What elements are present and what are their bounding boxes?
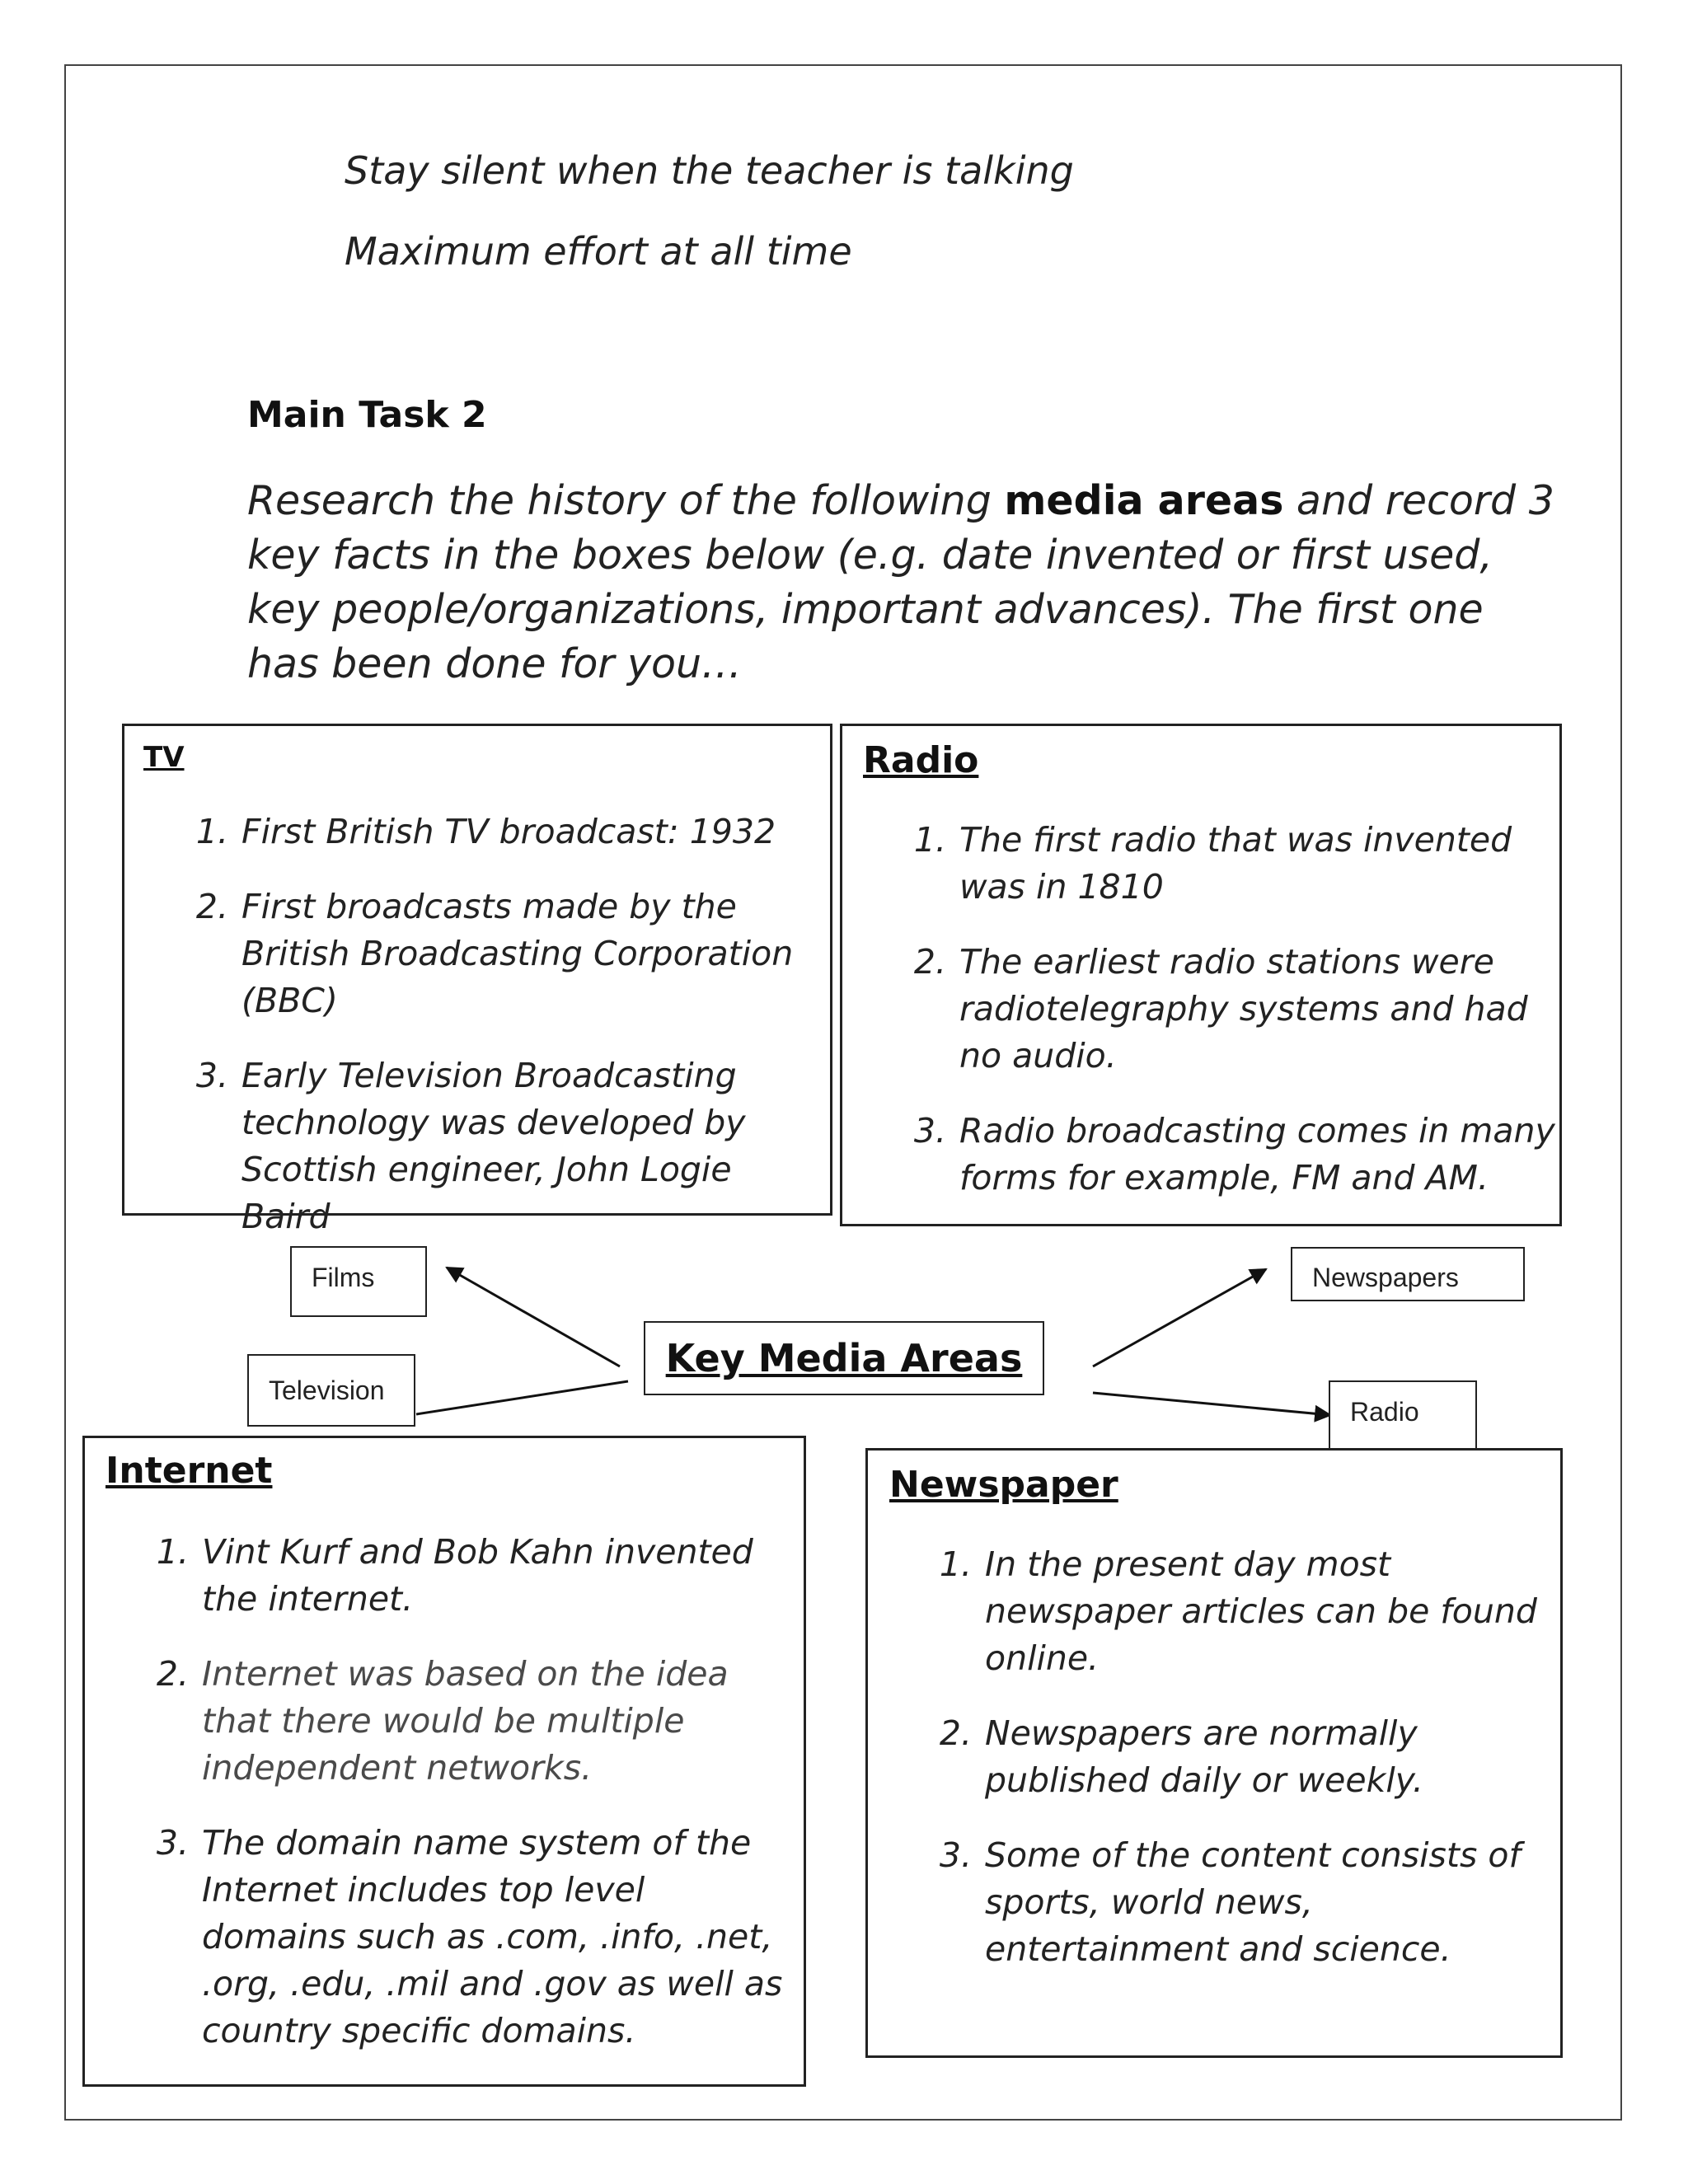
- internet-fact-1: 1. Vint Kurf and Bob Kahn invented the internet.: [156, 1532, 753, 1619]
- key-media-areas-title: Key Media Areas: [665, 1336, 1023, 1380]
- films-label: Films: [290, 1246, 427, 1317]
- task-title: Main Task 2: [247, 394, 487, 436]
- arrow-to-newspapers: [1093, 1269, 1266, 1366]
- radio-title: Radio: [863, 739, 979, 781]
- internet-box: [82, 1436, 806, 2087]
- radio-label: Radio: [1329, 1380, 1477, 1451]
- newspapers-label: Newspapers: [1291, 1247, 1525, 1301]
- newspaper-facts: [926, 1541, 1560, 2001]
- rule-effort: Maximum effort at all time: [345, 229, 852, 274]
- radio-fact-3: 3. Radio broadcasting comes in many forms for example, FM and AM.: [913, 1111, 1555, 1197]
- instruction-bold: media areas: [1004, 477, 1284, 524]
- newspaper-fact-3: 3. Some of the content consists of sports, world news, entertainment and science.: [939, 1835, 1521, 1969]
- radio-fact-2: 2. The earliest radio stations were radiotelegraphy systems and had no audio.: [913, 942, 1528, 1076]
- arrow-to-films: [447, 1268, 620, 1366]
- tv-fact-2: 2. First broadcasts made by the British Broadcasting Corporation (BBC): [195, 887, 794, 1020]
- instruction-part-1: Research the history of the following: [247, 477, 1005, 524]
- newspaper-box: [865, 1448, 1563, 2058]
- newspaper-title: Newspaper: [889, 1464, 1118, 1506]
- internet-title: Internet: [106, 1450, 273, 1492]
- tv-fact-3: 3. Early Television Broadcasting technology was developed by Scottish engineer, John Logie Baird: [195, 1056, 746, 1236]
- internet-fact-2: 2. Internet was based on the idea that there would be multiple independent networks.: [156, 1654, 729, 1788]
- internet-fact-3: 3. The domain name system of the Internet includes top level domains such as .com, .info, .net, .org, .edu, .mil and .gov as well as country specific domains.: [156, 1823, 783, 2050]
- internet-facts: [143, 1529, 798, 2083]
- instruction-part-2: and record 3 key facts in the boxes below (e.g. date invented or first used, key people/organizations, important advances). The first one has been done for you…: [247, 477, 1554, 687]
- tv-title: TV: [143, 741, 185, 774]
- arrow-to-radio: [1093, 1393, 1330, 1415]
- newspaper-fact-2: 2. Newspapers are normally published daily or weekly.: [939, 1713, 1423, 1800]
- television-label: Television: [247, 1354, 415, 1427]
- rule-silent: Stay silent when the teacher is talking: [345, 148, 1074, 193]
- newspaper-fact-1: 1. In the present day most newspaper articles can be found online.: [939, 1544, 1537, 1678]
- key-media-areas-box: [644, 1321, 1044, 1395]
- line-to-television: [416, 1381, 628, 1414]
- tv-fact-1: 1. First British TV broadcast: 1932: [195, 812, 776, 851]
- radio-fact-1: 1. The first radio that was invented was in 1810: [913, 820, 1512, 907]
